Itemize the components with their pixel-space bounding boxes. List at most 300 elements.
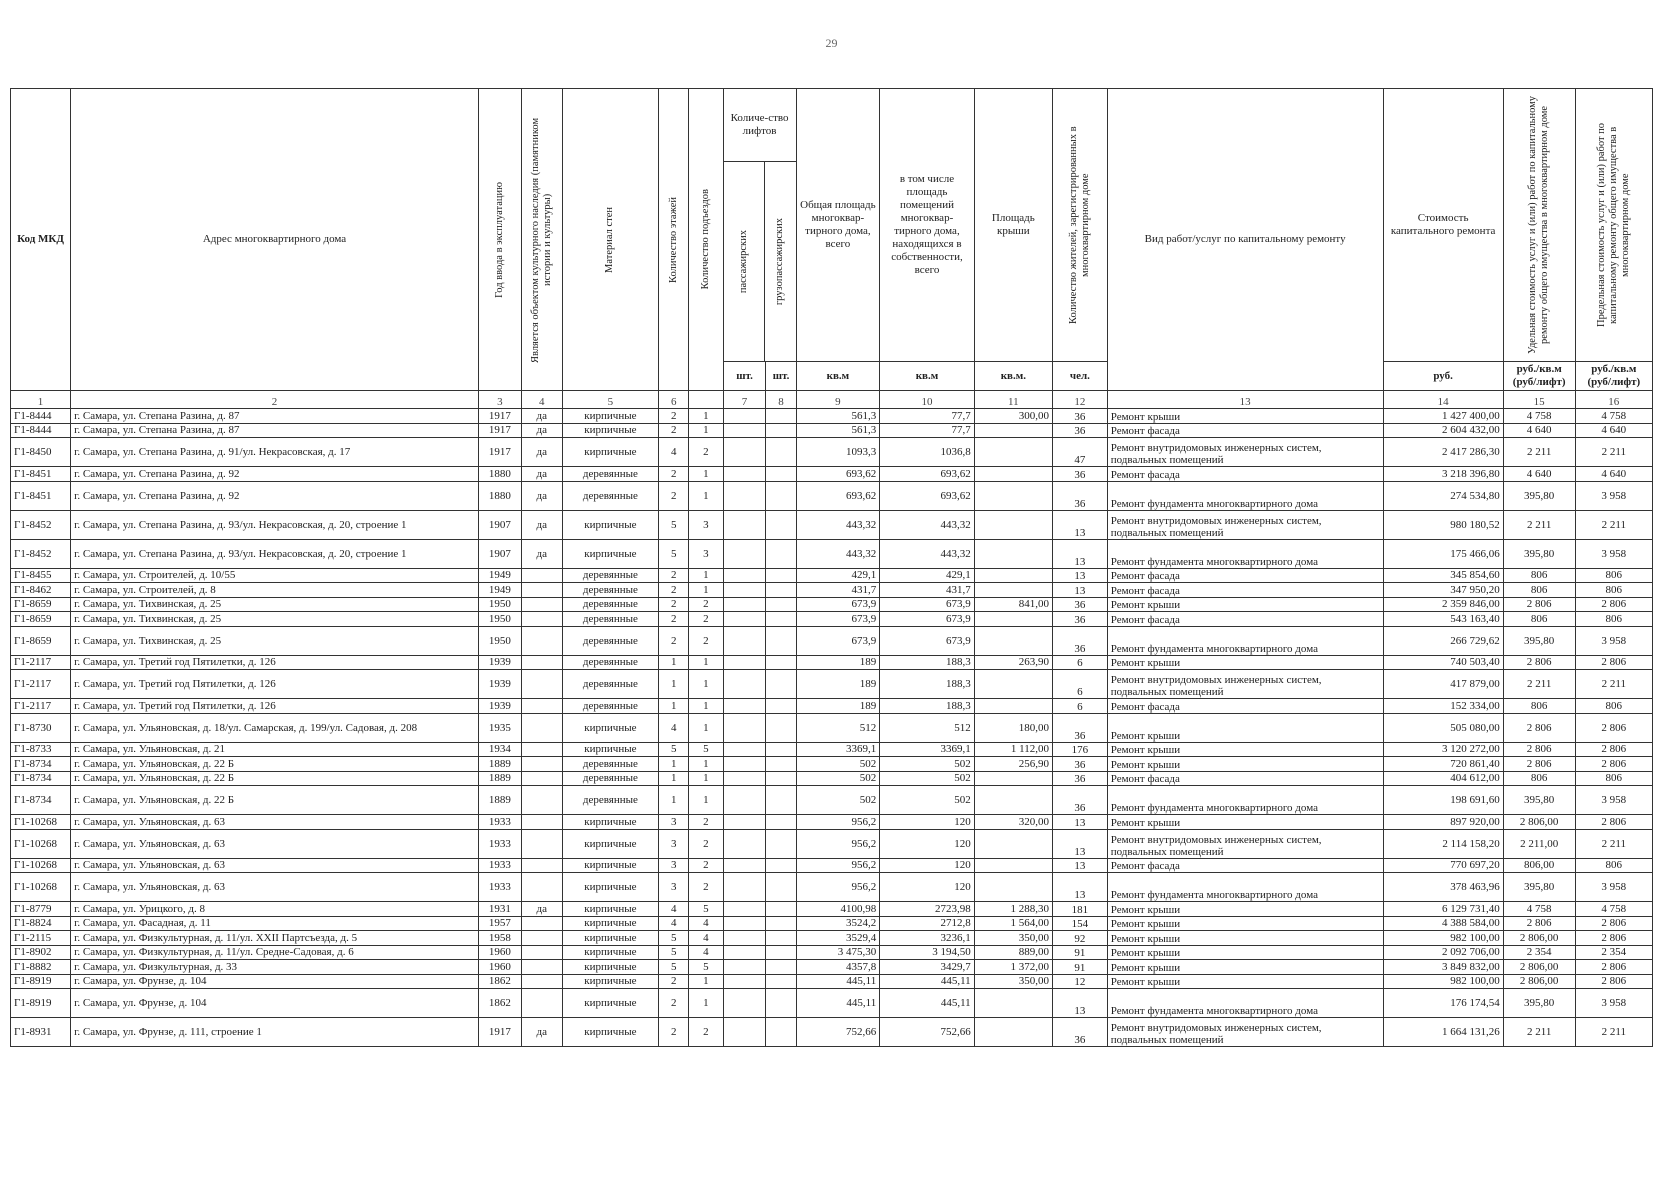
row-floors: 1 — [659, 670, 689, 699]
row-lifts-cargo — [766, 409, 796, 424]
row-year: 1958 — [478, 931, 521, 946]
row-roof-area — [974, 568, 1052, 583]
row-code: Г1-8734 — [11, 757, 71, 772]
row-code: Г1-2117 — [11, 655, 71, 670]
row-floors: 2 — [659, 974, 689, 989]
row-address: г. Самара, ул. Физкультурная, д. 33 — [71, 960, 479, 975]
row-owned-area: 502 — [880, 786, 974, 815]
row-owned-area: 512 — [880, 713, 974, 742]
row-year: 1933 — [478, 873, 521, 902]
row-address: г. Самара, ул. Третий год Пятилетки, д. 126 — [71, 670, 479, 699]
row-code: Г1-2117 — [11, 670, 71, 699]
row-total-area: 443,32 — [796, 539, 880, 568]
row-residents: 36 — [1053, 481, 1108, 510]
column-number: 2 — [71, 391, 479, 409]
row-owned-area: 120 — [880, 815, 974, 830]
row-total-area: 693,62 — [796, 467, 880, 482]
row-year: 1889 — [478, 786, 521, 815]
table-row — [11, 974, 1653, 989]
row-residents: 36 — [1053, 467, 1108, 482]
row-floors: 2 — [659, 409, 689, 424]
row-code: Г1-8659 — [11, 597, 71, 612]
column-number: 7 — [723, 391, 766, 409]
row-address: г. Самара, ул. Ульяновская, д. 22 Б — [71, 771, 479, 786]
row-work-type: Ремонт крыши — [1107, 597, 1383, 612]
row-work-type: Ремонт фундамента многоквартирного дома — [1107, 989, 1383, 1018]
row-roof-area — [974, 612, 1052, 627]
row-material: кирпичные — [562, 829, 659, 858]
row-material: кирпичные — [562, 510, 659, 539]
unit-cost: руб. — [1383, 362, 1503, 391]
row-lifts-cargo — [766, 873, 796, 902]
row-year: 1933 — [478, 858, 521, 873]
row-lifts-passenger — [723, 670, 766, 699]
row-roof-area: 263,90 — [974, 655, 1052, 670]
row-entrances: 3 — [689, 510, 723, 539]
row-entrances: 1 — [689, 670, 723, 699]
row-owned-area: 752,66 — [880, 1018, 974, 1047]
row-work-type: Ремонт крыши — [1107, 655, 1383, 670]
row-floors: 2 — [659, 568, 689, 583]
row-residents: 36 — [1053, 597, 1108, 612]
column-number: 9 — [796, 391, 880, 409]
row-year: 1949 — [478, 568, 521, 583]
row-max-unit-cost: 2 211 — [1575, 670, 1652, 699]
row-roof-area: 1 564,00 — [974, 916, 1052, 931]
row-address: г. Самара, ул. Фасадная, д. 11 — [71, 916, 479, 931]
row-residents: 91 — [1053, 960, 1108, 975]
row-year: 1907 — [478, 510, 521, 539]
row-material: деревянные — [562, 626, 659, 655]
row-max-unit-cost: 3 958 — [1575, 989, 1652, 1018]
column-number: 12 — [1053, 391, 1108, 409]
table-row — [11, 945, 1653, 960]
table-row — [11, 873, 1653, 902]
row-roof-area — [974, 670, 1052, 699]
row-residents: 13 — [1053, 568, 1108, 583]
row-year: 1949 — [478, 583, 521, 598]
row-heritage: да — [521, 409, 562, 424]
row-address: г. Самара, ул. Тихвинская, д. 25 — [71, 612, 479, 627]
row-owned-area: 188,3 — [880, 655, 974, 670]
header-total-area: Общая площадь многоквар-тирного дома, всего — [796, 89, 880, 362]
row-entrances: 1 — [689, 655, 723, 670]
row-owned-area: 3236,1 — [880, 931, 974, 946]
row-lifts-cargo — [766, 510, 796, 539]
row-material: кирпичные — [562, 960, 659, 975]
row-lifts-passenger — [723, 858, 766, 873]
row-max-unit-cost: 2 806 — [1575, 655, 1652, 670]
row-address: г. Самара, ул. Строителей, д. 10/55 — [71, 568, 479, 583]
row-max-unit-cost: 2 211 — [1575, 510, 1652, 539]
row-owned-area: 77,7 — [880, 409, 974, 424]
row-cost: 720 861,40 — [1383, 757, 1503, 772]
row-address: г. Самара, ул. Степана Разина, д. 87 — [71, 409, 479, 424]
row-lifts-cargo — [766, 583, 796, 598]
row-roof-area: 300,00 — [974, 409, 1052, 424]
row-year: 1917 — [478, 438, 521, 467]
row-entrances: 1 — [689, 771, 723, 786]
row-entrances: 3 — [689, 539, 723, 568]
row-owned-area: 1036,8 — [880, 438, 974, 467]
row-code: Г1-8902 — [11, 945, 71, 960]
row-floors: 5 — [659, 539, 689, 568]
row-residents: 36 — [1053, 626, 1108, 655]
row-work-type: Ремонт крыши — [1107, 757, 1383, 772]
row-cost: 417 879,00 — [1383, 670, 1503, 699]
row-roof-area: 350,00 — [974, 931, 1052, 946]
row-material: деревянные — [562, 481, 659, 510]
row-cost: 543 163,40 — [1383, 612, 1503, 627]
row-owned-area: 120 — [880, 873, 974, 902]
row-owned-area: 443,32 — [880, 510, 974, 539]
row-code: Г1-10268 — [11, 858, 71, 873]
column-number: 16 — [1575, 391, 1652, 409]
table-row — [11, 481, 1653, 510]
row-unit-cost: 395,80 — [1503, 786, 1575, 815]
row-roof-area — [974, 786, 1052, 815]
row-material: кирпичные — [562, 713, 659, 742]
table-row — [11, 438, 1653, 467]
row-heritage — [521, 786, 562, 815]
row-max-unit-cost: 2 211 — [1575, 1018, 1652, 1047]
row-code: Г1-8452 — [11, 539, 71, 568]
table-row — [11, 742, 1653, 757]
row-code: Г1-8444 — [11, 409, 71, 424]
row-unit-cost: 806,00 — [1503, 858, 1575, 873]
table-row — [11, 409, 1653, 424]
row-owned-area: 429,1 — [880, 568, 974, 583]
row-unit-cost: 395,80 — [1503, 539, 1575, 568]
row-code: Г1-10268 — [11, 873, 71, 902]
row-heritage: да — [521, 481, 562, 510]
row-work-type: Ремонт фасада — [1107, 423, 1383, 438]
column-number: 6 — [659, 391, 689, 409]
row-lifts-cargo — [766, 931, 796, 946]
row-lifts-passenger — [723, 612, 766, 627]
row-material: кирпичные — [562, 974, 659, 989]
row-roof-area — [974, 539, 1052, 568]
table-row — [11, 960, 1653, 975]
row-entrances: 4 — [689, 945, 723, 960]
row-total-area: 673,9 — [796, 626, 880, 655]
row-year: 1950 — [478, 612, 521, 627]
row-year: 1917 — [478, 1018, 521, 1047]
row-entrances: 1 — [689, 423, 723, 438]
row-roof-area: 320,00 — [974, 815, 1052, 830]
table-row — [11, 858, 1653, 873]
row-unit-cost: 2 806,00 — [1503, 815, 1575, 830]
row-work-type: Ремонт фундамента многоквартирного дома — [1107, 626, 1383, 655]
row-total-area: 3524,2 — [796, 916, 880, 931]
row-material: деревянные — [562, 670, 659, 699]
row-material: кирпичные — [562, 742, 659, 757]
row-lifts-cargo — [766, 945, 796, 960]
row-lifts-passenger — [723, 1018, 766, 1047]
unit-owned-area: кв.м — [880, 362, 974, 391]
row-max-unit-cost: 2 806 — [1575, 713, 1652, 742]
row-address: г. Самара, ул. Ульяновская, д. 18/ул. Самарская, д. 199/ул. Садовая, д. 208 — [71, 713, 479, 742]
row-lifts-passenger — [723, 699, 766, 714]
row-material: кирпичные — [562, 409, 659, 424]
row-lifts-passenger — [723, 931, 766, 946]
row-lifts-cargo — [766, 423, 796, 438]
row-code: Г1-8931 — [11, 1018, 71, 1047]
header-max-unit-cost: Предельная стоимость услуг и (или) работ по капитальному ремонту общего имущества в многоквартирном доме — [1595, 122, 1631, 328]
row-lifts-cargo — [766, 960, 796, 975]
row-address: г. Самара, ул. Фрунзе, д. 104 — [71, 974, 479, 989]
row-address: г. Самара, ул. Степана Разина, д. 92 — [71, 467, 479, 482]
row-owned-area: 673,9 — [880, 597, 974, 612]
row-code: Г1-8462 — [11, 583, 71, 598]
row-code: Г1-8444 — [11, 423, 71, 438]
row-work-type: Ремонт фасада — [1107, 699, 1383, 714]
unit-max-unit-cost: руб./кв.м (руб/лифт) — [1575, 362, 1652, 391]
row-owned-area: 77,7 — [880, 423, 974, 438]
row-address: г. Самара, ул. Ульяновская, д. 63 — [71, 858, 479, 873]
table-row — [11, 916, 1653, 931]
row-address: г. Самара, ул. Степана Разина, д. 93/ул. Некрасовская, д. 20, строение 1 — [71, 539, 479, 568]
table-row — [11, 757, 1653, 772]
column-number: 3 — [478, 391, 521, 409]
row-residents: 36 — [1053, 786, 1108, 815]
row-total-area: 1093,3 — [796, 438, 880, 467]
row-lifts-cargo — [766, 916, 796, 931]
row-lifts-passenger — [723, 815, 766, 830]
row-cost: 175 466,06 — [1383, 539, 1503, 568]
row-heritage — [521, 931, 562, 946]
table-row — [11, 829, 1653, 858]
row-unit-cost: 4 640 — [1503, 423, 1575, 438]
row-floors: 5 — [659, 742, 689, 757]
row-code: Г1-8450 — [11, 438, 71, 467]
row-cost: 198 691,60 — [1383, 786, 1503, 815]
row-owned-area: 431,7 — [880, 583, 974, 598]
row-work-type: Ремонт крыши — [1107, 742, 1383, 757]
row-cost: 345 854,60 — [1383, 568, 1503, 583]
row-total-area: 445,11 — [796, 974, 880, 989]
row-total-area: 956,2 — [796, 829, 880, 858]
row-floors: 1 — [659, 655, 689, 670]
row-total-area: 4100,98 — [796, 902, 880, 917]
row-year: 1950 — [478, 597, 521, 612]
row-heritage — [521, 858, 562, 873]
row-lifts-passenger — [723, 873, 766, 902]
row-cost: 347 950,20 — [1383, 583, 1503, 598]
column-number: 13 — [1107, 391, 1383, 409]
row-max-unit-cost: 2 354 — [1575, 945, 1652, 960]
column-number: 15 — [1503, 391, 1575, 409]
row-roof-area — [974, 481, 1052, 510]
row-max-unit-cost: 2 806 — [1575, 931, 1652, 946]
row-residents: 36 — [1053, 423, 1108, 438]
row-heritage — [521, 612, 562, 627]
row-lifts-cargo — [766, 568, 796, 583]
row-material: деревянные — [562, 612, 659, 627]
row-year: 1934 — [478, 742, 521, 757]
row-max-unit-cost: 2 806 — [1575, 815, 1652, 830]
row-material: кирпичные — [562, 1018, 659, 1047]
row-heritage: да — [521, 438, 562, 467]
row-year: 1933 — [478, 815, 521, 830]
row-residents: 36 — [1053, 612, 1108, 627]
row-cost: 897 920,00 — [1383, 815, 1503, 830]
table-row — [11, 713, 1653, 742]
row-unit-cost: 2 806,00 — [1503, 931, 1575, 946]
row-unit-cost: 395,80 — [1503, 626, 1575, 655]
row-floors: 4 — [659, 713, 689, 742]
row-address: г. Самара, ул. Степана Разина, д. 87 — [71, 423, 479, 438]
row-max-unit-cost: 3 958 — [1575, 539, 1652, 568]
row-max-unit-cost: 806 — [1575, 583, 1652, 598]
row-floors: 1 — [659, 786, 689, 815]
row-code: Г1-8919 — [11, 974, 71, 989]
row-floors: 5 — [659, 931, 689, 946]
row-floors: 1 — [659, 699, 689, 714]
row-floors: 3 — [659, 873, 689, 902]
row-cost: 770 697,20 — [1383, 858, 1503, 873]
row-lifts-passenger — [723, 438, 766, 467]
row-material: деревянные — [562, 597, 659, 612]
row-unit-cost: 4 758 — [1503, 902, 1575, 917]
row-code: Г1-10268 — [11, 815, 71, 830]
row-total-area: 673,9 — [796, 597, 880, 612]
unit-roof-area: кв.м. — [974, 362, 1052, 391]
row-residents: 13 — [1053, 815, 1108, 830]
row-year: 1880 — [478, 481, 521, 510]
row-year: 1917 — [478, 423, 521, 438]
row-heritage: да — [521, 467, 562, 482]
row-work-type: Ремонт крыши — [1107, 931, 1383, 946]
row-max-unit-cost: 2 806 — [1575, 757, 1652, 772]
row-entrances: 1 — [689, 409, 723, 424]
table-row — [11, 670, 1653, 699]
table-row — [11, 771, 1653, 786]
row-max-unit-cost: 2 806 — [1575, 960, 1652, 975]
row-year: 1939 — [478, 655, 521, 670]
row-heritage — [521, 670, 562, 699]
row-work-type: Ремонт крыши — [1107, 409, 1383, 424]
header-cost: Стоимость капитального ремонта — [1383, 89, 1503, 362]
row-residents: 36 — [1053, 409, 1108, 424]
row-residents: 13 — [1053, 858, 1108, 873]
row-residents: 12 — [1053, 974, 1108, 989]
row-total-area: 502 — [796, 757, 880, 772]
header-residents: Количество жителей, зарегистрированных в многоквартирном доме — [1067, 126, 1091, 324]
row-unit-cost: 2 806 — [1503, 597, 1575, 612]
row-total-area: 4357,8 — [796, 960, 880, 975]
table-row — [11, 655, 1653, 670]
row-residents: 6 — [1053, 655, 1108, 670]
row-residents: 13 — [1053, 583, 1108, 598]
row-code: Г1-8733 — [11, 742, 71, 757]
row-entrances: 1 — [689, 974, 723, 989]
row-address: г. Самара, ул. Физкультурная, д. 11/ул. Средне-Садовая, д. 6 — [71, 945, 479, 960]
row-work-type: Ремонт фундамента многоквартирного дома — [1107, 786, 1383, 815]
column-number: 10 — [880, 391, 974, 409]
row-code: Г1-8730 — [11, 713, 71, 742]
row-unit-cost: 395,80 — [1503, 481, 1575, 510]
row-cost: 2 114 158,20 — [1383, 829, 1503, 858]
row-floors: 5 — [659, 945, 689, 960]
row-floors: 3 — [659, 829, 689, 858]
row-code: Г1-8882 — [11, 960, 71, 975]
row-owned-area: 2712,8 — [880, 916, 974, 931]
row-unit-cost: 2 354 — [1503, 945, 1575, 960]
row-lifts-cargo — [766, 771, 796, 786]
row-total-area: 189 — [796, 655, 880, 670]
row-roof-area — [974, 989, 1052, 1018]
row-roof-area — [974, 829, 1052, 858]
row-address: г. Самара, ул. Степана Разина, д. 93/ул. Некрасовская, д. 20, строение 1 — [71, 510, 479, 539]
row-work-type: Ремонт фасада — [1107, 568, 1383, 583]
row-material: деревянные — [562, 699, 659, 714]
row-address: г. Самара, ул. Третий год Пятилетки, д. 126 — [71, 655, 479, 670]
row-lifts-passenger — [723, 597, 766, 612]
row-cost: 3 120 272,00 — [1383, 742, 1503, 757]
row-cost: 6 129 731,40 — [1383, 902, 1503, 917]
row-cost: 505 080,00 — [1383, 713, 1503, 742]
row-work-type: Ремонт фасада — [1107, 583, 1383, 598]
row-floors: 2 — [659, 597, 689, 612]
row-address: г. Самара, ул. Ульяновская, д. 63 — [71, 829, 479, 858]
row-entrances: 1 — [689, 583, 723, 598]
row-owned-area: 188,3 — [880, 699, 974, 714]
row-roof-area: 1 372,00 — [974, 960, 1052, 975]
row-address: г. Самара, ул. Фрунзе, д. 104 — [71, 989, 479, 1018]
row-year: 1935 — [478, 713, 521, 742]
row-unit-cost: 2 211,00 — [1503, 829, 1575, 858]
row-code: Г1-8451 — [11, 467, 71, 482]
row-work-type: Ремонт крыши — [1107, 974, 1383, 989]
table-row — [11, 583, 1653, 598]
row-owned-area: 673,9 — [880, 612, 974, 627]
column-number: 8 — [766, 391, 796, 409]
row-code: Г1-8451 — [11, 481, 71, 510]
table-row — [11, 626, 1653, 655]
row-code: Г1-8734 — [11, 786, 71, 815]
row-floors: 2 — [659, 626, 689, 655]
page-number: 29 — [825, 36, 838, 50]
row-owned-area: 120 — [880, 858, 974, 873]
row-address: г. Самара, ул. Фрунзе, д. 111, строение 1 — [71, 1018, 479, 1047]
table-row — [11, 612, 1653, 627]
row-roof-area: 841,00 — [974, 597, 1052, 612]
column-number — [689, 391, 723, 409]
row-unit-cost: 806 — [1503, 699, 1575, 714]
row-heritage — [521, 916, 562, 931]
row-lifts-cargo — [766, 742, 796, 757]
row-lifts-passenger — [723, 742, 766, 757]
row-floors: 2 — [659, 989, 689, 1018]
row-entrances: 1 — [689, 786, 723, 815]
row-max-unit-cost: 806 — [1575, 858, 1652, 873]
row-work-type: Ремонт крыши — [1107, 960, 1383, 975]
row-floors: 5 — [659, 960, 689, 975]
row-work-type: Ремонт фасада — [1107, 771, 1383, 786]
row-lifts-passenger — [723, 960, 766, 975]
row-roof-area — [974, 873, 1052, 902]
row-work-type: Ремонт крыши — [1107, 945, 1383, 960]
row-max-unit-cost: 2 806 — [1575, 742, 1652, 757]
row-work-type: Ремонт внутридомовых инженерных систем, подвальных помещений — [1107, 1018, 1383, 1047]
row-lifts-cargo — [766, 438, 796, 467]
row-lifts-passenger — [723, 481, 766, 510]
row-address: г. Самара, ул. Физкультурная, д. 11/ул. XXII Партсъезда, д. 5 — [71, 931, 479, 946]
row-year: 1960 — [478, 945, 521, 960]
row-lifts-cargo — [766, 902, 796, 917]
row-heritage — [521, 815, 562, 830]
